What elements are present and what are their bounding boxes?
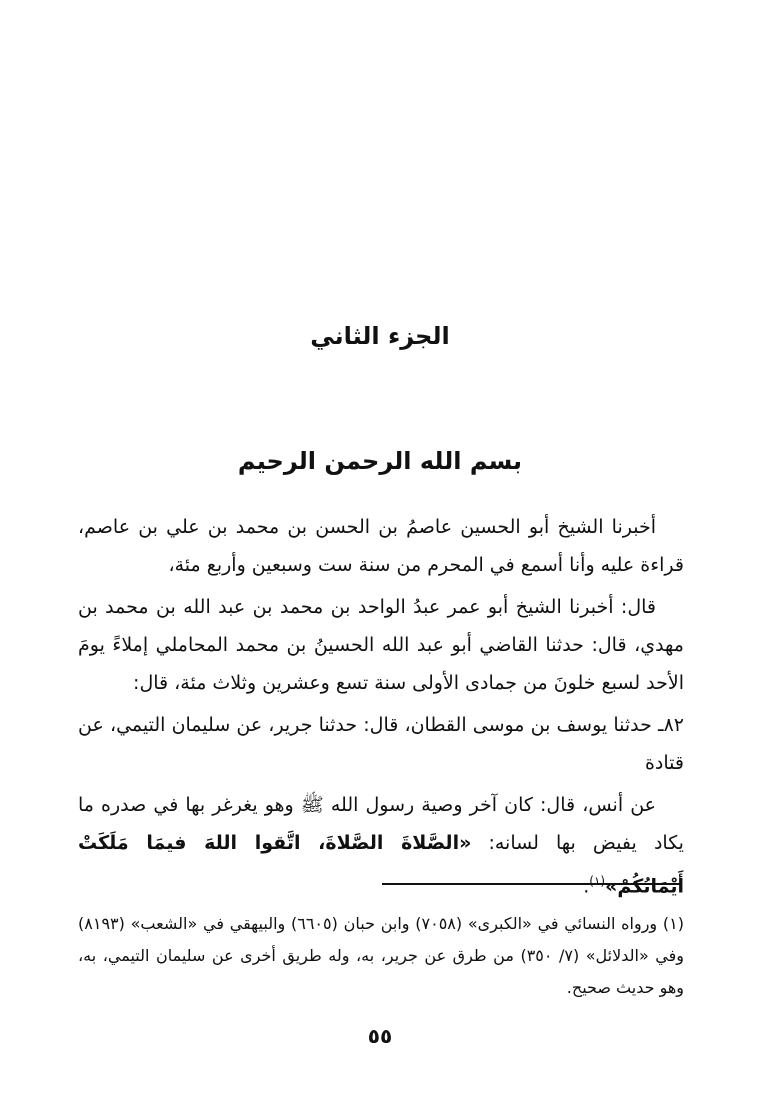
basmala-heading: بسم الله الرحمن الرحيم [237,447,523,475]
hadith-number-paragraph: ٨٢ـ حدثنا يوسف بن موسى القطان، قال: حدثنا جرير، عن سليمان التيمي، عن قتادة [78,714,684,774]
page-number: ٥٥ [367,1024,393,1048]
footnote-divider [382,883,682,885]
footnote-marker: (١) [589,874,606,888]
hadith-end-mark: . [583,875,590,898]
chain-paragraph-2: قال: أخبرنا الشيخ أبو عمر عبدُ الواحد بن محمد بن عبد الله بن محمد بن مهدي، قال: حدثنا القاضي أبو عبد الله الحسينُ بن محمد المحاملي إملاءً يومَ الأحد لسبع خلونَ من جمادى الأولى سنة تسع وعشرين وثلاث مئة، قال: [78,596,684,694]
hadith-text: عن أنس، قال: كان آخر وصية رسول الله ﷺ وهو يغرغر بها في صدره ما يكاد يفيض بها لسانه: [78,794,684,854]
chain-paragraph-1: أخبرنا الشيخ أبو الحسين عاصمُ بن الحسن بن محمد بن علي بن عاصم، قراءة عليه وأنا أسمع في المحرم من سنة ست وسبعين وأربع مئة، [78,516,684,576]
main-text [78,508,684,909]
footnote: (١) ورواه النسائي في «الكبرى» (٧٠٥٨) وابن حبان (٦٦٠٥) والبيهقي في «الشعب» (٨١٩٣) وفي «الدلائل» (٧/ ٣٥٠) من طرق عن جرير، به، وله طريق أخرى عن سليمان التيمي، به، وهو حديث صحيح. [78,914,684,997]
hadith-quote: «الصَّلاةَ الصَّلاةَ، اتَّقوا اللهَ فيمَا مَلَكَتْ أَيْمَانُكُمْ» [78,832,684,898]
part-title: الجزء الثاني [310,322,450,350]
hadith-text-paragraph [78,786,684,905]
